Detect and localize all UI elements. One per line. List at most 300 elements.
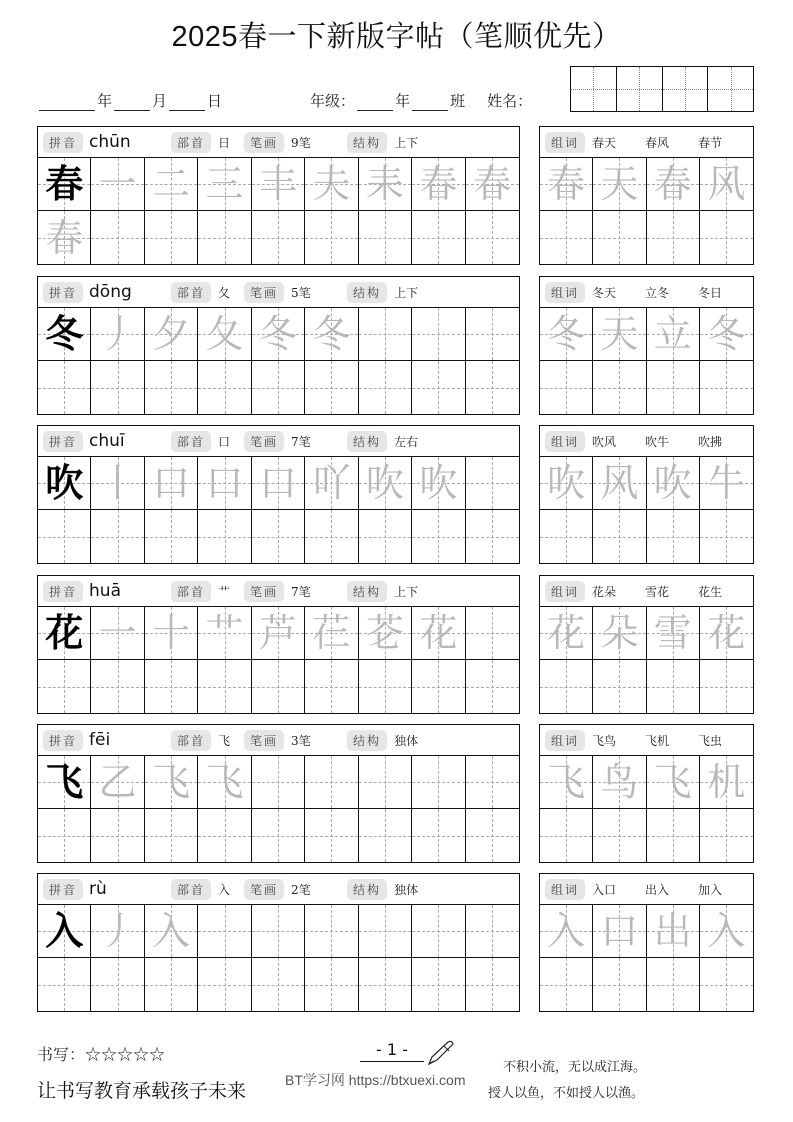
tianzige-cell[interactable] [359,361,412,414]
tianzige-cell[interactable] [540,756,593,809]
tianzige-cell[interactable] [38,308,91,361]
stroke-order-step: 夕 [152,312,191,356]
name-cell[interactable] [617,67,663,111]
tianzige-cell[interactable] [38,457,91,510]
word-2: 立冬 [645,285,670,300]
stroke-order-step: 冬 [312,312,351,356]
tianzige-cell[interactable] [91,809,144,862]
character-info-header [38,874,519,905]
radical-value: 飞 [218,733,231,748]
tianzige-cell[interactable] [466,660,519,713]
words-header [540,874,753,905]
practice-panel [37,425,520,564]
stroke-order-step: 二 [152,162,191,206]
practice-grid [38,607,519,713]
tianzige-cell[interactable] [305,158,358,211]
tianzige-cell[interactable] [593,607,646,660]
practice-panel [37,575,520,714]
tianzige-cell[interactable] [540,905,593,958]
words-tag: 组词 [545,132,585,153]
tianzige-cell[interactable] [540,510,593,563]
tianzige-cell[interactable] [700,756,753,809]
stroke-order-step: 花 [419,611,458,655]
character-block [37,575,754,714]
tianzige-cell[interactable] [145,361,198,414]
tianzige-cell[interactable] [359,158,412,211]
word-1: 吹风 [592,434,617,449]
practice-grid [38,457,519,563]
slogan: 让书写教育承载孩子未来 [37,1081,247,1102]
character-info-header [38,277,519,308]
tianzige-cell[interactable] [466,905,519,958]
radical-tag: 部首 [171,282,211,303]
word-3: 加入 [698,882,723,897]
words-panel [539,276,754,415]
tianzige-cell[interactable] [647,361,700,414]
stroke-order-step: 夫 [312,162,351,206]
tianzige-cell[interactable] [198,158,251,211]
tianzige-cell[interactable] [198,211,251,264]
word-trace-character: 春 [547,162,586,206]
stroke-order-step: 口 [258,461,297,505]
tianzige-cell[interactable] [647,958,700,1011]
words-grid [540,457,753,563]
word-3: 春节 [698,135,723,150]
pinyin-value: huā [89,581,121,601]
tianzige-cell[interactable] [359,510,412,563]
tianzige-cell[interactable] [593,211,646,264]
tianzige-cell[interactable] [252,809,305,862]
pinyin-value: fēi [89,730,111,750]
character-info-header [38,127,519,158]
page-number: - 1 - [360,1040,424,1062]
tianzige-cell[interactable] [593,660,646,713]
pen-icon [426,1040,456,1066]
tianzige-cell[interactable] [145,809,198,862]
stroke-order-step: 春 [419,162,458,206]
stroke-order-step: 芲 [365,611,404,655]
word-trace-character: 天 [600,312,639,356]
word-3: 吹拂 [698,434,723,449]
tianzige-cell[interactable] [145,905,198,958]
tianzige-cell[interactable] [540,158,593,211]
tianzige-cell[interactable] [252,308,305,361]
word-trace-character: 花 [547,611,586,655]
trace-character: 春 [45,215,84,260]
character-block [37,276,754,415]
tianzige-cell[interactable] [252,660,305,713]
pinyin-tag: 拼音 [43,431,83,452]
day-blank[interactable] [169,95,205,111]
tianzige-cell[interactable] [305,660,358,713]
tianzige-cell[interactable] [700,809,753,862]
tianzige-cell[interactable] [38,660,91,713]
grade-blank[interactable] [357,95,393,111]
structure-tag: 结构 [347,879,387,900]
strokes-tag: 笔画 [244,730,284,751]
stroke-order-step: 艹 [205,611,244,655]
tianzige-cell[interactable] [252,457,305,510]
tianzige-cell[interactable] [412,756,465,809]
tianzige-cell[interactable] [359,958,412,1011]
word-3: 冬日 [698,285,723,300]
tianzige-cell[interactable] [145,756,198,809]
tianzige-cell[interactable] [198,457,251,510]
tianzige-cell[interactable] [91,158,144,211]
tianzige-cell[interactable] [647,660,700,713]
structure-tag: 结构 [347,581,387,602]
tianzige-cell[interactable] [412,158,465,211]
word-2: 飞机 [645,733,670,748]
pinyin-value: chuī [89,431,125,451]
tianzige-cell[interactable] [412,510,465,563]
tianzige-cell[interactable] [305,308,358,361]
tianzige-cell[interactable] [91,510,144,563]
tianzige-cell[interactable] [145,510,198,563]
tianzige-cell[interactable] [359,905,412,958]
stroke-order-step: 吹 [365,461,404,505]
words-header [540,277,753,308]
word-trace-character: 飞 [653,760,692,804]
tianzige-cell[interactable] [412,958,465,1011]
tianzige-cell[interactable] [466,809,519,862]
tianzige-cell[interactable] [466,361,519,414]
tianzige-cell[interactable] [540,660,593,713]
tianzige-cell[interactable] [38,211,91,264]
stroke-order-step: 入 [152,909,191,953]
tianzige-cell[interactable] [540,308,593,361]
tianzige-cell[interactable] [305,457,358,510]
tianzige-cell[interactable] [252,361,305,414]
tianzige-cell[interactable] [305,510,358,563]
name-cell[interactable] [708,67,753,111]
tianzige-cell[interactable] [647,457,700,510]
tianzige-cell[interactable] [359,809,412,862]
tianzige-cell[interactable] [647,211,700,264]
word-trace-character: 朵 [600,611,639,655]
tianzige-cell[interactable] [198,361,251,414]
tianzige-cell[interactable] [466,510,519,563]
quote-line-2: 授人以鱼，不如授人以渔。 [488,1086,645,1101]
tianzige-cell[interactable] [412,607,465,660]
tianzige-cell[interactable] [305,958,358,1011]
pinyin-tag: 拼音 [43,132,83,153]
tianzige-cell[interactable] [700,510,753,563]
tianzige-cell[interactable] [91,211,144,264]
tianzige-cell[interactable] [412,308,465,361]
structure-tag: 结构 [347,282,387,303]
tianzige-cell[interactable] [647,308,700,361]
tianzige-cell[interactable] [466,756,519,809]
tianzige-cell[interactable] [91,958,144,1011]
name-cell[interactable] [571,67,617,111]
tianzige-cell[interactable] [145,211,198,264]
tianzige-cell[interactable] [700,607,753,660]
word-trace-character: 冬 [547,312,586,356]
words-header [540,426,753,457]
pinyin-value: chūn [89,132,131,152]
tianzige-cell[interactable] [359,308,412,361]
tianzige-cell[interactable] [305,361,358,414]
strokes-tag: 笔画 [244,282,284,303]
tianzige-cell[interactable] [700,361,753,414]
tianzige-cell[interactable] [252,905,305,958]
tianzige-cell[interactable] [252,510,305,563]
words-grid [540,905,753,1011]
word-trace-character: 口 [600,909,639,953]
tianzige-cell[interactable] [593,809,646,862]
tianzige-cell[interactable] [412,457,465,510]
tianzige-cell[interactable] [593,905,646,958]
structure-value: 独体 [394,882,419,897]
radical-tag: 部首 [171,132,211,153]
stroke-order-step: 三 [205,162,244,206]
tianzige-cell[interactable] [252,756,305,809]
word-trace-character: 冬 [707,312,746,356]
stroke-order-step: 丿 [98,909,137,953]
strokes-tag: 笔画 [244,431,284,452]
tianzige-cell[interactable] [593,308,646,361]
strokes-value: 3笔 [291,733,311,748]
tianzige-cell[interactable] [145,457,198,510]
word-2: 出入 [645,882,670,897]
class-blank[interactable] [412,95,448,111]
tianzige-cell[interactable] [412,660,465,713]
tianzige-cell[interactable] [593,158,646,211]
tianzige-cell[interactable] [466,607,519,660]
practice-grid [38,756,519,862]
tianzige-cell[interactable] [540,211,593,264]
tianzige-cell[interactable] [466,457,519,510]
pinyin-tag: 拼音 [43,581,83,602]
words-panel [539,873,754,1012]
word-1: 花朵 [592,584,617,599]
tianzige-cell[interactable] [466,211,519,264]
tianzige-cell[interactable] [359,756,412,809]
tianzige-cell[interactable] [38,607,91,660]
strokes-value: 5笔 [291,285,311,300]
tianzige-cell[interactable] [198,905,251,958]
tianzige-cell[interactable] [540,361,593,414]
word-1: 春天 [592,135,617,150]
tianzige-cell[interactable] [252,158,305,211]
pinyin-tag: 拼音 [43,730,83,751]
word-2: 春风 [645,135,670,150]
radical-tag: 部首 [171,581,211,602]
word-trace-character: 立 [653,312,692,356]
tianzige-cell[interactable] [647,510,700,563]
word-2: 吹牛 [645,434,670,449]
word-trace-character: 飞 [547,760,586,804]
tianzige-cell[interactable] [647,607,700,660]
tianzige-cell[interactable] [91,457,144,510]
radical-value: 艹 [218,584,231,599]
words-grid [540,607,753,713]
word-trace-character: 花 [707,611,746,655]
words-panel [539,126,754,265]
tianzige-cell[interactable] [198,308,251,361]
practice-panel [37,724,520,863]
tianzige-cell[interactable] [38,756,91,809]
name-cell[interactable] [663,67,709,111]
word-3: 花生 [698,584,723,599]
stroke-order-step: 飞 [152,760,191,804]
tianzige-cell[interactable] [252,211,305,264]
tianzige-cell[interactable] [38,958,91,1011]
word-trace-character: 机 [707,760,746,804]
tianzige-cell[interactable] [700,158,753,211]
word-trace-character: 风 [600,461,639,505]
student-info-row [37,90,532,111]
strokes-tag: 笔画 [244,581,284,602]
stroke-order-step: 丰 [258,162,297,206]
words-grid [540,756,753,862]
tianzige-cell[interactable] [305,756,358,809]
quote-line-1: 不积小流，无以成江海。 [503,1060,647,1075]
tianzige-cell[interactable] [91,660,144,713]
tianzige-cell[interactable] [91,905,144,958]
tianzige-cell[interactable] [198,958,251,1011]
year-label: 年 [97,92,113,110]
tianzige-cell[interactable] [359,660,412,713]
tianzige-cell[interactable] [38,905,91,958]
tianzige-cell[interactable] [359,211,412,264]
practice-panel [37,873,520,1012]
tianzige-cell[interactable] [198,809,251,862]
word-trace-character: 入 [707,909,746,953]
words-panel [539,724,754,863]
year-blank[interactable] [39,95,95,111]
radical-tag: 部首 [171,730,211,751]
tianzige-cell[interactable] [540,457,593,510]
words-grid [540,158,753,264]
tianzige-cell[interactable] [700,905,753,958]
stroke-order-step: 乙 [98,760,137,804]
writing-rating: 书写：☆☆☆☆☆ [37,1045,166,1064]
character-info-header [38,576,519,607]
tianzige-cell[interactable] [145,158,198,211]
tianzige-cell[interactable] [412,361,465,414]
tianzige-cell[interactable] [145,958,198,1011]
word-trace-character: 春 [653,162,692,206]
tianzige-cell[interactable] [145,660,198,713]
model-character: 花 [45,610,84,655]
tianzige-cell[interactable] [700,958,753,1011]
tianzige-cell[interactable] [466,958,519,1011]
tianzige-cell[interactable] [593,756,646,809]
tianzige-cell[interactable] [91,361,144,414]
tianzige-cell[interactable] [412,809,465,862]
tianzige-cell[interactable] [593,457,646,510]
tianzige-cell[interactable] [647,158,700,211]
pinyin-tag: 拼音 [43,879,83,900]
tianzige-cell[interactable] [252,607,305,660]
tianzige-cell[interactable] [540,809,593,862]
tianzige-cell[interactable] [700,211,753,264]
month-blank[interactable] [114,95,150,111]
tianzige-cell[interactable] [38,809,91,862]
words-panel [539,425,754,564]
word-trace-character: 入 [547,909,586,953]
strokes-tag: 笔画 [244,879,284,900]
tianzige-cell[interactable] [305,211,358,264]
tianzige-cell[interactable] [647,809,700,862]
tianzige-cell[interactable] [359,457,412,510]
tianzige-cell[interactable] [540,607,593,660]
practice-grid [38,905,519,1011]
strokes-tag: 笔画 [244,132,284,153]
practice-panel [37,276,520,415]
stroke-order-step: 吖 [312,461,351,505]
practice-grid [38,158,519,264]
radical-tag: 部首 [171,879,211,900]
words-tag: 组词 [545,431,585,452]
tianzige-cell[interactable] [252,958,305,1011]
grade-label: 年级： [310,92,356,110]
tianzige-cell[interactable] [91,756,144,809]
stroke-order-step: 丿 [98,312,137,356]
strokes-value: 7笔 [291,584,311,599]
tianzige-cell[interactable] [198,607,251,660]
tianzige-cell[interactable] [412,211,465,264]
character-info-header [38,426,519,457]
tianzige-cell[interactable] [700,660,753,713]
name-writing-grid[interactable] [570,66,754,112]
tianzige-cell[interactable] [145,607,198,660]
tianzige-cell[interactable] [198,660,251,713]
words-header [540,725,753,756]
tianzige-cell[interactable] [466,308,519,361]
tianzige-cell[interactable] [593,958,646,1011]
structure-value: 上下 [394,135,419,150]
words-panel [539,575,754,714]
practice-grid [38,308,519,414]
tianzige-cell[interactable] [91,308,144,361]
tianzige-cell[interactable] [145,308,198,361]
tianzige-cell[interactable] [593,510,646,563]
radical-tag: 部首 [171,431,211,452]
tianzige-cell[interactable] [91,607,144,660]
tianzige-cell[interactable] [647,905,700,958]
word-2: 雪花 [645,584,670,599]
tianzige-cell[interactable] [700,457,753,510]
radical-value: 夂 [218,285,231,300]
tianzige-cell[interactable] [198,510,251,563]
tianzige-cell[interactable] [38,510,91,563]
tianzige-cell[interactable] [38,158,91,211]
tianzige-cell[interactable] [700,308,753,361]
character-block [37,724,754,863]
tianzige-cell[interactable] [305,905,358,958]
tianzige-cell[interactable] [647,756,700,809]
stroke-order-step: 芢 [312,611,351,655]
character-info-header [38,725,519,756]
tianzige-cell[interactable] [359,607,412,660]
stroke-order-step: 口 [152,461,191,505]
structure-tag: 结构 [347,431,387,452]
stroke-order-step: 冬 [258,312,297,356]
tianzige-cell[interactable] [593,361,646,414]
structure-tag: 结构 [347,730,387,751]
page-title: 2025春一下新版字帖（笔顺优先） [171,21,622,53]
tianzige-cell[interactable] [198,756,251,809]
tianzige-cell[interactable] [466,158,519,211]
tianzige-cell[interactable] [412,905,465,958]
tianzige-cell[interactable] [38,361,91,414]
tianzige-cell[interactable] [305,809,358,862]
tianzige-cell[interactable] [540,958,593,1011]
tianzige-cell[interactable] [305,607,358,660]
